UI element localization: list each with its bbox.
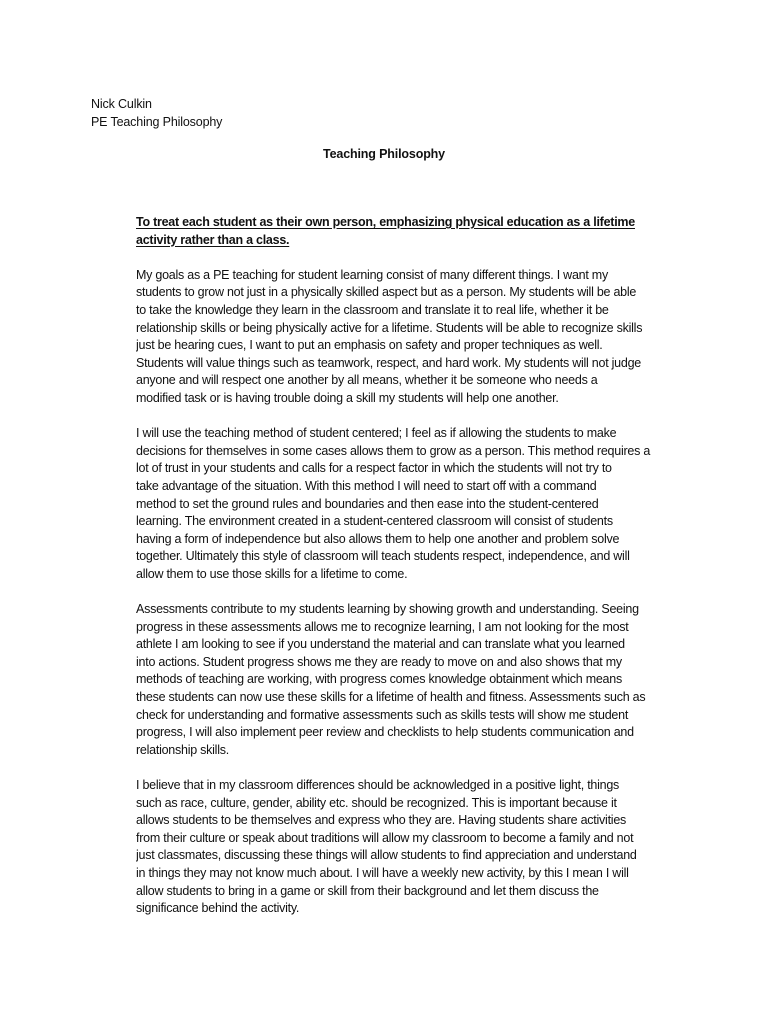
paragraph-teaching-method: [136, 425, 678, 583]
paragraph-line: athlete I am looking to see if you understand the material and can translate what you learned: [136, 637, 625, 652]
document-title: Teaching Philosophy: [323, 147, 445, 161]
paragraph-line: method to set the ground rules and boundaries and then ease into the student-centered: [136, 496, 599, 511]
paragraph-line: from their culture or speak about traditions will allow my classroom to become a family and not: [136, 830, 634, 845]
paragraph-line: I will use the teaching method of student centered; I feel as if allowing the students to make: [136, 426, 617, 441]
paragraph-line: check for understanding and formative assessments such as skills tests will show me student: [136, 707, 629, 722]
document-header: [91, 95, 222, 131]
paragraph-assessments: [136, 601, 678, 759]
paragraph-line: allow them to use those skills for a lifetime to come.: [136, 566, 408, 581]
paragraph-line: relationship skills.: [136, 742, 229, 757]
paragraph-line: Students will value things such as teamwork, respect, and hard work. My students will not judge: [136, 355, 641, 370]
paragraph-line: these students can now use these skills for a lifetime of health and fitness. Assessments such as: [136, 690, 646, 705]
paragraph-line: learning. The environment created in a student-centered classroom will consist of students: [136, 514, 613, 529]
paragraph-line: progress in these assessments allows me to recognize learning, I am not looking for the most: [136, 619, 629, 634]
paragraph-line: such as race, culture, gender, ability etc. should be recognized. This is important because it: [136, 795, 617, 810]
paragraph-line: Assessments contribute to my students learning by showing growth and understanding. Seeing: [136, 602, 639, 617]
paragraph-line: decisions for themselves in some cases allows them to grow as a person. This method requires a: [136, 443, 651, 458]
thesis-line: activity rather than a class.: [136, 232, 290, 247]
paragraph-line: relationship skills or being physically active for a lifetime. Students will be able to recognize skills: [136, 320, 643, 335]
paragraph-line: allows students to be themselves and express who they are. Having students share activities: [136, 813, 627, 828]
paragraph-line: lot of trust in your students and calls for a respect factor in which the students will not try to: [136, 461, 612, 476]
paragraph-diversity: [136, 777, 678, 918]
document-body: [136, 214, 678, 918]
paragraph-line: together. Ultimately this style of classroom will teach students respect, independence, and will: [136, 549, 630, 564]
document-subject: PE Teaching Philosophy: [91, 115, 223, 129]
paragraph-line: significance behind the activity.: [136, 901, 300, 916]
thesis-line: To treat each student as their own person, emphasizing physical education as a lifetime: [136, 215, 635, 229]
paragraph-line: My goals as a PE teaching for student learning consist of many different things. I want my: [136, 267, 608, 282]
paragraph-line: methods of teaching are working, with progress comes knowledge obtainment which means: [136, 672, 622, 687]
paragraph-line: just classmates, discussing these things will allow students to find appreciation and understand: [136, 848, 637, 863]
paragraph-line: anyone and will respect one another by all means, whether it be someone who needs a: [136, 373, 598, 388]
thesis-statement: [136, 214, 678, 249]
paragraph-line: students to grow not just in a physically skilled aspect but as a person. My students will be able: [136, 285, 637, 300]
paragraph-line: into actions. Student progress shows me they are ready to move on and also shows that my: [136, 654, 622, 669]
paragraph-line: I believe that in my classroom differences should be acknowledged in a positive light, things: [136, 778, 620, 792]
paragraph-line: just be hearing cues, I want to put an emphasis on safety and proper techniques as well.: [136, 338, 603, 353]
paragraph-line: progress, I will also implement peer review and checklists to help students communication and: [136, 725, 634, 740]
paragraph-line: in things they may not know much about. I will have a weekly new activity, by this I mean I will: [136, 865, 629, 880]
paragraph-line: to take the knowledge they learn in the classroom and translate it to real life, whether it be: [136, 302, 609, 317]
paragraph-line: modified task or is having trouble doing a skill my students will help one another.: [136, 390, 559, 405]
author-name: Nick Culkin: [91, 97, 152, 111]
paragraph-goals: [136, 267, 678, 408]
paragraph-line: allow students to bring in a game or skill from their background and let them discuss the: [136, 883, 599, 898]
paragraph-line: take advantage of the situation. With this method I will need to start off with a command: [136, 478, 597, 493]
paragraph-line: having a form of independence but also allows them to help one another and problem solve: [136, 531, 620, 546]
